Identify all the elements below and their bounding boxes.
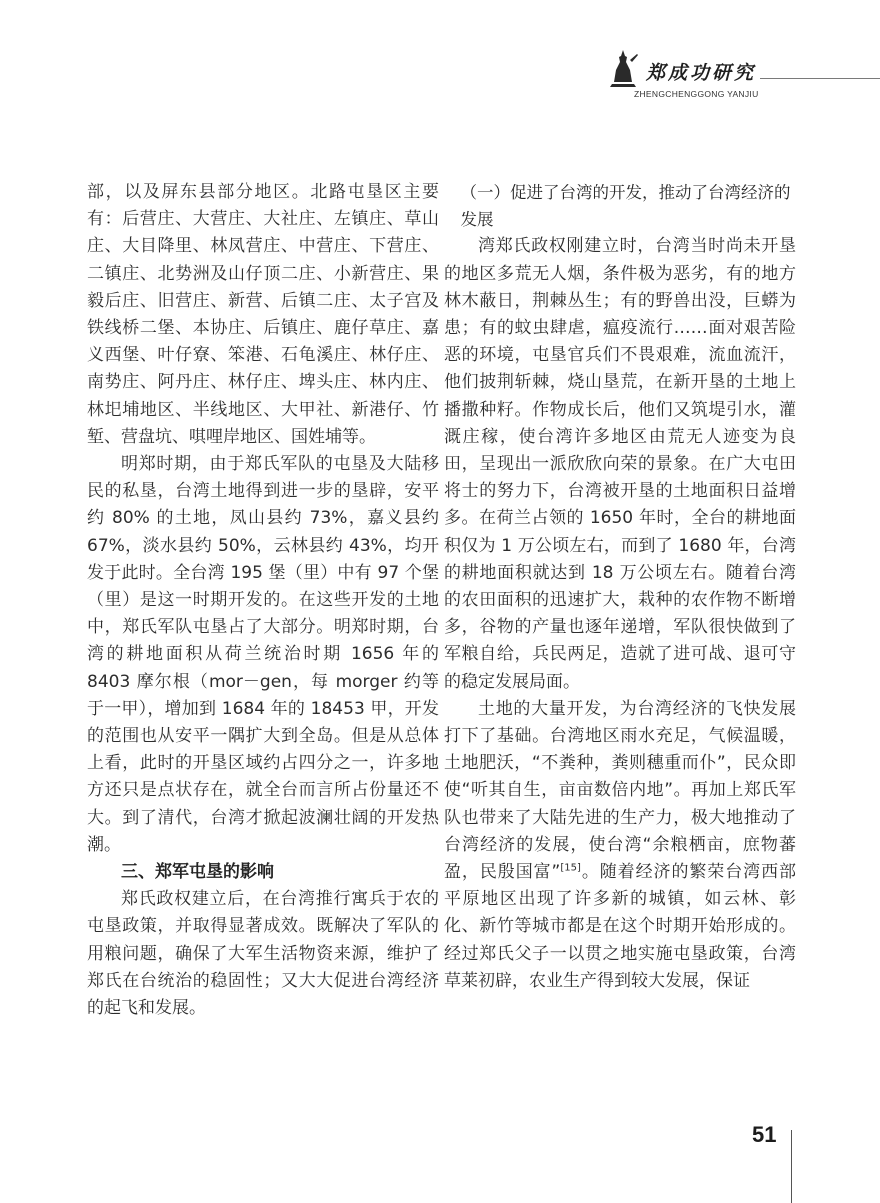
left-paragraph-1: 部，以及屏东县部分地区。北路屯垦区主要有：后营庄、大营庄、大社庄、左镇庄、草山庄、大目降里、林凤营庄、中营庄、下营庄、二镇庄、北势洲及山仔顶二庄、小新营庄、果毅后庄、旧营庄、新营、后镇二庄、太子宫及铁线桥二堡、本协庄、后镇庄、鹿仔草庄、嘉义西堡、叶仔寮、笨港、石龟溪庄、林仔庄、南势庄、阿丹庄、林仔庄、埤头庄、林内庄、林圯埔地区、半线地区、大甲社、新港仔、竹堑、营盘坑、唭哩岸地区、国姓埔等。 [87, 182, 439, 447]
journal-header [600, 46, 880, 106]
journal-name: 郑成功研究 [646, 62, 757, 84]
left-paragraph-2: 明郑时期，由于郑氏军队的屯垦及大陆移民的私垦，台湾土地得到进一步的垦辟，安平约 80% 的土地，凤山县约 73%，嘉义县约 67%，淡水县约 50%，云林县约 43%，均开发于此时。全台湾 195 堡（里）中有 97 个堡（里）是这一时期开发的。在这些开发的土地中，郑氏军队屯垦占了大部分。明郑时期，台湾的耕地面积从荷兰统治时期 1656 年的 8403 摩尔根（mor－gen，每 morger 约等于一甲），增加到 1684 年的 18453 甲，开发的范围也从安平一隅扩大到全岛。但是从总体上看，此时的开垦区域约占四分之一，许多地方还只是点状存在，就全台而言所占份量还不大。到了清代，台湾才掀起波澜壮阔的开发热潮。 [87, 454, 439, 855]
right-paragraph-2-text: 土地的大量开发，为台湾经济的飞快发展打下了基础。台湾地区雨水充足，气候温暖，土地肥沃，“不粪种，粪则穗重而仆”，民众即使“听其自生，亩亩数倍内地”。再加上郑氏军队也带来了大陆先进的生产力，极大地推动了台湾经济的发展，使台湾“余粮栖亩，庶物蕃盈，民殷国富” [444, 698, 796, 883]
right-column [444, 179, 796, 995]
left-column [87, 179, 439, 1022]
right-paragraph-2 [444, 696, 796, 995]
section-title: 三、郑军屯垦的影响 [121, 862, 274, 883]
citation-marker: [15] [560, 862, 581, 874]
right-paragraph-1: 湾郑氏政权刚建立时，台湾当时尚未开垦的地区多荒无人烟，条件极为恶劣，有的地方林木蔽日，荆棘丛生；有的野兽出没，巨蟒为患；有的蚊虫肆虐，瘟疫流行……面对艰苦险恶的环境，屯垦官兵们不畏艰难，流血流汗，他们披荆斩棘，烧山垦荒，在新开垦的土地上播撒种籽。作物成长后，他们又筑堤引水，灌溉庄稼，使台湾许多地区由荒无人迹变为良田，呈现出一派欣欣向荣的景象。在广大屯田将士的努力下，台湾被开垦的土地面积日益增多。在荷兰占领的 1650 年时，全台的耕地面积仅为 1 万公顷左右，而到了 1680 年，台湾的耕地面积就达到 18 万公顷左右。随着台湾的农田面积的迅速扩大，栽种的农作物不断增多，谷物的产量也逐年递增，军队很快做到了军粮自给，兵民两足，造就了进可战、退可守的稳定发展局面。 [444, 236, 796, 692]
right-paragraph-2-tail: 。随着经济的繁荣台湾西部平原地区出现了许多新的城镇，如云林、彰化、新竹等城市都是在这个时期开始形成的。经过郑氏父子一以贯之地实施屯垦政策，台湾草莱初辟，农业生产得到较大发展，保证 [444, 862, 796, 991]
header-rule [760, 78, 880, 79]
page-number: 51 [752, 1122, 777, 1147]
journal-pinyin: ZHENGCHENGGONG YANJIU [634, 89, 759, 99]
statue-logo-icon [606, 48, 640, 88]
subsection-heading: （一）促进了台湾的开发，推动了台湾经济的发展 [460, 183, 791, 230]
left-paragraph-3: 郑氏政权建立后，在台湾推行寓兵于农的屯垦政策，并取得显著成效。既解决了军队的用粮问题，确保了大军生活物资来源，维护了郑氏在台统治的稳固性；又大大促进台湾经济的起飞和发展。 [87, 889, 439, 1019]
page-number-rule [791, 1130, 792, 1203]
